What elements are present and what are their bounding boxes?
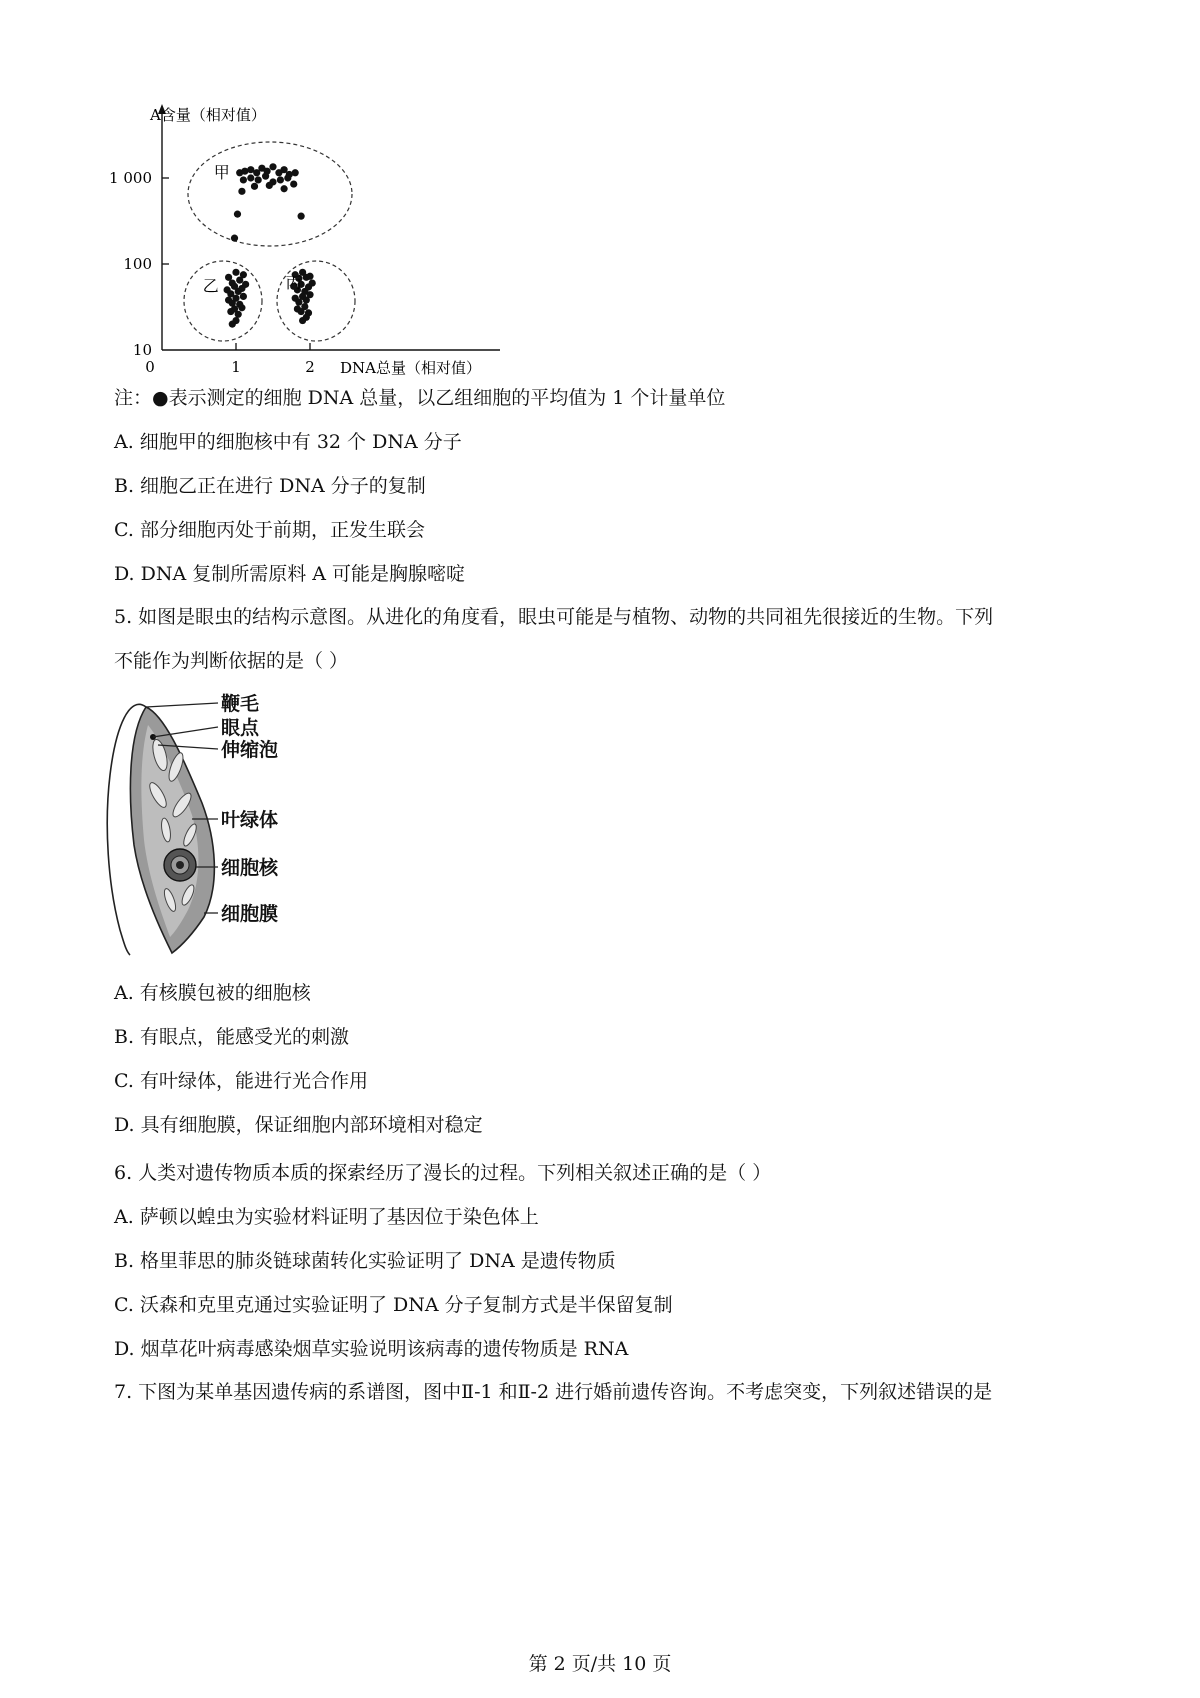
q5-option-a: A. 有核膜包被的细胞核	[114, 982, 311, 1004]
data-point	[281, 185, 288, 192]
label-eyespot: 眼点	[221, 717, 260, 739]
q6-option-c: C. 沃森和克里克通过实验证明了 DNA 分子复制方式是半保留复制	[114, 1294, 673, 1316]
data-point	[306, 291, 313, 298]
data-point	[309, 279, 316, 286]
q6-option-b: B. 格里菲思的肺炎链球菌转化实验证明了 DNA 是遗传物质	[114, 1250, 616, 1272]
label-nucleus: 细胞核	[221, 857, 279, 879]
data-point	[262, 173, 269, 180]
x-tick-label: 0	[145, 358, 155, 376]
label-flagellum: 鞭毛	[221, 693, 260, 715]
q6-option-d: D. 烟草花叶病毒感染烟草实验说明该病毒的遗传物质是 RNA	[114, 1338, 629, 1360]
data-point	[232, 295, 239, 302]
data-point	[277, 176, 284, 183]
q6-option-a: A. 萨顿以蝗虫为实验材料证明了基因位于染色体上	[114, 1206, 539, 1228]
q4-option-b: B. 细胞乙正在进行 DNA 分子的复制	[114, 475, 426, 497]
x-axis-label: DNA总量（相对值）	[340, 359, 481, 377]
data-point	[240, 271, 247, 278]
group-yi-ellipse	[184, 261, 262, 341]
group-jia-ellipse	[188, 142, 352, 246]
data-point	[238, 188, 245, 195]
q4-option-a: A. 细胞甲的细胞核中有 32 个 DNA 分子	[114, 431, 462, 453]
q4-option-c: C. 部分细胞丙处于前期，正发生联会	[114, 519, 425, 541]
data-point	[303, 314, 310, 321]
q6-stem: 6. 人类对遗传物质本质的探索经历了漫长的过程。下列相关叙述正确的是（ ）	[114, 1162, 772, 1184]
page-footer: 第 2 页/共 10 页	[528, 1653, 672, 1675]
q4-option-d: D. DNA 复制所需原料 A 可能是胸腺嘧啶	[114, 563, 466, 585]
chart-note: 注：●表示测定的细胞 DNA 总量，以乙组细胞的平均值为 1 个计量单位	[114, 387, 726, 409]
data-point	[231, 235, 238, 242]
x-tick-label: 2	[305, 358, 315, 376]
data-point	[232, 269, 239, 276]
data-point	[242, 281, 249, 288]
data-point	[290, 180, 297, 187]
y-tick-label: 10	[132, 341, 152, 359]
data-point	[251, 183, 258, 190]
label-contractile-vacuole: 伸缩泡	[221, 739, 279, 761]
chart-axes	[158, 104, 500, 350]
data-point	[229, 321, 236, 328]
group-label: 丙	[285, 273, 302, 293]
label-cell-membrane: 细胞膜	[221, 903, 279, 925]
data-point	[234, 211, 241, 218]
data-point	[292, 169, 299, 176]
data-point	[247, 174, 254, 181]
data-point	[284, 174, 291, 181]
q5-stem-line2: 不能作为判断依据的是（ ）	[114, 650, 349, 672]
data-point	[301, 303, 308, 310]
y-tick-label: 100	[123, 255, 152, 273]
data-point	[240, 176, 247, 183]
y-tick-label: 1 000	[109, 169, 152, 187]
group-label: 甲	[213, 162, 230, 182]
data-point	[298, 213, 305, 220]
q5-stem-line1: 5. 如图是眼虫的结构示意图。从进化的角度看，眼虫可能是与植物、动物的共同祖先很接近的生物。下列	[114, 606, 994, 628]
data-point	[255, 176, 262, 183]
x-tick-label: 1	[231, 358, 241, 376]
euglena-figure	[100, 685, 330, 965]
data-point	[238, 304, 245, 311]
q7-stem: 7. 下图为某单基因遗传病的系谱图，图中Ⅱ-1 和Ⅱ-2 进行婚前遗传咨询。不考虑突变，下列叙述错误的是	[114, 1381, 993, 1403]
q5-option-d: D. 具有细胞膜，保证细胞内部环境相对稳定	[114, 1114, 483, 1136]
y-axis-label: A含量（相对值）	[150, 106, 266, 124]
data-point	[266, 182, 273, 189]
data-point	[235, 311, 242, 318]
q5-option-c: C. 有叶绿体，能进行光合作用	[114, 1070, 368, 1092]
q5-option-b: B. 有眼点，能感受光的刺激	[114, 1026, 350, 1048]
dna-scatter-chart	[100, 100, 540, 385]
data-point	[306, 273, 313, 280]
data-point	[240, 293, 247, 300]
data-point	[269, 163, 276, 170]
label-chloroplast: 叶绿体	[221, 809, 279, 831]
group-label: 乙	[202, 276, 219, 296]
